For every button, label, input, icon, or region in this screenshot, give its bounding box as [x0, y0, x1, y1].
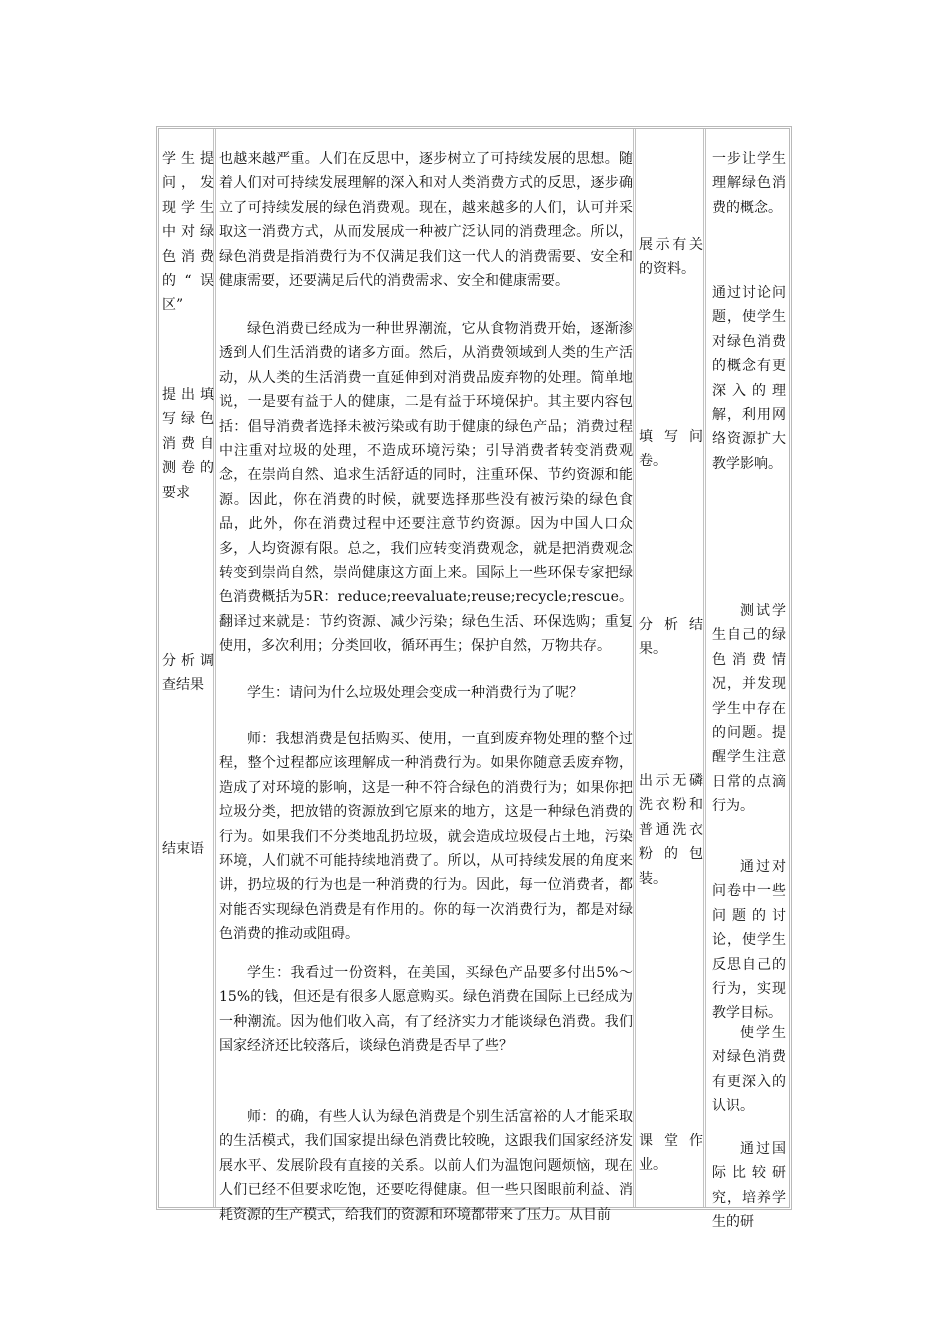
design-intent-column: [706, 129, 789, 1231]
intent-text: 通过国际比较研究，培养学生的研: [712, 1141, 786, 1231]
step-analyze-results: 分析调查结果: [162, 653, 214, 694]
teaching-content-column: [216, 129, 636, 1223]
lesson-plan-table: [156, 126, 792, 1231]
intent-text: 通过讨论问题，使学生对绿色消费的概念有更深入的理解，利用网络资源扩大教学影响。: [712, 285, 786, 472]
activity-analyze-results: 分析结果。: [639, 617, 703, 658]
content-paragraph: 师：的确，有些人认为绿色消费是个别生活富裕的人才能采取的生活模式，我们国家提出绿色消费比较晚，这跟我们国家经济发展水平、发展阶段有直接的关系。以前人们为温饱问题烦恼，现在人们已经不但要求吃饱，还要吃得健康。但一些只图眼前利益、消耗资源的生产模式，给我们的资源和环境都带来了压力。从目前: [219, 1109, 633, 1223]
intent-text: 使学生对绿色消费有更深入的认识。: [712, 1025, 786, 1115]
step-questionnaire-requirement: 提出填写绿色消费自测卷的要求: [162, 387, 214, 501]
content-paragraph: 也越来越严重。人们在反思中，逐步树立了可持续发展的思想。随着人们对可持续发展理解的深入和对人类消费方式的反思，逐步确立了可持续发展的绿色消费观。现在，越来越多的人们，认可并采取这一消费方式，从而发展成一种被广泛认同的消费理念。所以，绿色消费是指消费行为不仅满足我们这一代人的消费需要、安全和健康需要，还要满足后代的消费需求、安全和健康需要。: [219, 151, 633, 290]
intent-text: 测试学生自己的绿色消费情况，并发现学生中存在的问题。提醒学生注意日常的点滴行为。: [712, 603, 786, 815]
teaching-steps-column: [159, 129, 216, 1207]
content-paragraph: 绿色消费已经成为一种世界潮流，它从食物消费开始，逐渐渗透到人们生活消费的诸多方面。然后，从消费领域到人类的生产活动，从人类的生活消费一直延伸到对消费品废弃物的处理。简单地说，一是要有益于人的健康，二是有益于环境保护。其主要内容包括：倡导消费者选择未被污染或有助于健康的绿色产品；消费过程中注重对垃圾的处理，不造成环境污染；引导消费者转变消费观念，在崇尚自然、追求生活舒适的同时，注重环保、节约资源和能源。因此，你在消费的时候，就要选择那些没有被污染的绿色食品，此外，你在消费过程中还要注意节约资源。因为中国人口众多，人均资源有限。总之，我们应转变消费观念，就是把消费观念转变到崇尚自然，崇尚健康这方面上来。国际上一些环保专家把绿色消费概括为5R：reduce;reevaluate;reuse;recycle;rescue。翻译过来就是：节约资源、减少污染；绿色生活、环保选购；重复使用，多次利用；分类回收，循环再生；保护自然，万物共存。: [219, 321, 633, 655]
teacher-activity-column: [636, 129, 706, 1207]
intent-text: 一步让学生理解绿色消费的概念。: [712, 151, 786, 216]
content-paragraph: 学生：我看过一份资料，在美国，买绿色产品要多付出5%～15%的钱，但还是有很多人愿意购买。绿色消费在国际上已经成为一种潮流。因为他们收入高，有了经济实力才能谈绿色消费。我们国家经济还比较落后，谈绿色消费是否早了些？: [219, 965, 633, 1055]
intent-text: 通过对问卷中一些问题的讨论，使学生反思自己的行为，实现教学目标。: [712, 859, 786, 1022]
step-student-questions: 学生提问，发现学生中对绿色消费的“误区”: [162, 151, 214, 314]
content-paragraph: 学生：请问为什么垃圾处理会变成一种消费行为了呢？: [247, 685, 583, 701]
activity-fill-questionnaire: 填写问卷。: [639, 429, 703, 470]
step-closing-remarks: 结束语: [162, 841, 204, 857]
content-paragraph: 师：我想消费是包括购买、使用，一直到废弃物处理的整个过程，整个过程都应该理解成一种消费行为。如果你随意丢废弃物，造成了对环境的影响，这是一种不符合绿色的消费行为；如果你把垃圾分类，把放错的资源放到它原来的地方，这是一种绿色消费的行为。如果我们不分类地乱扔垃圾，就会造成垃圾侵占土地，污染环境，人们就不可能持续地消费了。所以，从可持续发展的角度来讲，扔垃圾的行为也是一种消费的行为。因此，每一位消费者，都对能否实现绿色消费是有作用的。你的每一次消费行为，都是对绿色消费的推动或阻碍。: [219, 731, 633, 943]
activity-show-detergent-packaging: 出示无磷洗衣粉和普通洗衣粉的包装。: [639, 773, 703, 887]
activity-show-materials: 展示有关的资料。: [639, 237, 703, 278]
activity-classroom-assignment: 课堂作业。: [639, 1133, 703, 1174]
